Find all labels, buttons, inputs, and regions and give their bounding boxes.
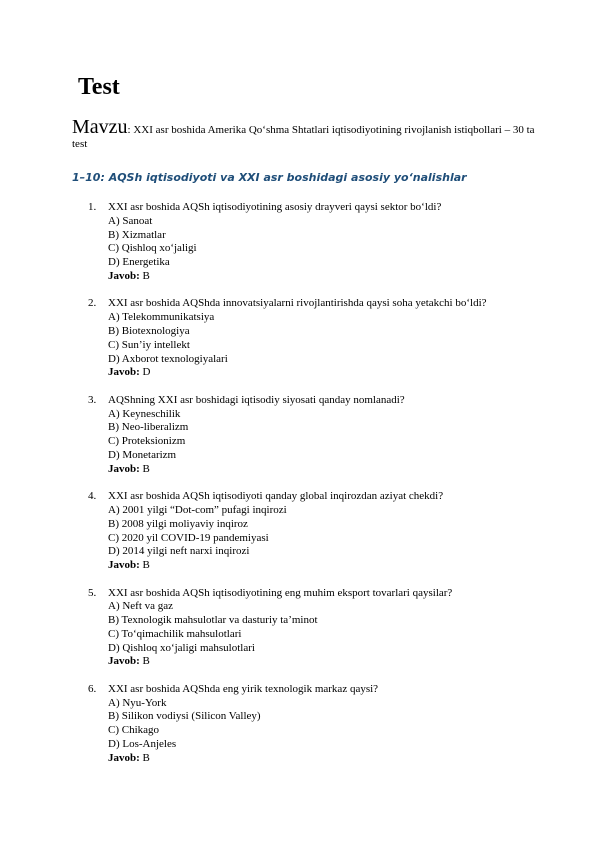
option-a: A) Neft va gaz [108, 600, 174, 613]
topic-separator: : [127, 124, 131, 136]
option-a: A) Keyneschilik [108, 407, 181, 420]
answer-label: Javob: [108, 462, 140, 475]
option-d: D) Los-Anjeles [108, 738, 177, 751]
answer-label: Javob: [108, 559, 140, 572]
answer-value: D [142, 366, 151, 379]
question-item [72, 587, 552, 670]
answer-value: B [142, 655, 150, 668]
option-d: D) 2014 yilgi neft narxi inqirozi [108, 545, 250, 558]
option-a: A) Sanoat [108, 214, 153, 227]
option-a: A) Telekommunikatsiya [108, 311, 215, 324]
answer-label: Javob: [108, 269, 140, 282]
section-heading: 1–10: AQSh iqtisodiyoti va XXI asr boshidagi asosiy yo‘nalishlar [72, 171, 467, 184]
question-item [72, 394, 552, 477]
question-list [72, 201, 552, 779]
option-d: D) Monetarizm [108, 448, 177, 461]
question-text: XXI asr boshida AQShda eng yirik texnologik markaz qaysi? [108, 682, 379, 695]
option-b: B) Silikon vodiysi (Silicon Valley) [108, 710, 261, 723]
answer-value: B [142, 559, 150, 572]
page-title: Test [78, 74, 120, 100]
question-item [72, 201, 552, 284]
topic-paragraph [72, 116, 542, 151]
option-b: B) Biotexnologiya [108, 324, 190, 337]
answer-line [108, 752, 552, 766]
answer-label: Javob: [108, 366, 140, 379]
option-a: A) 2001 yilgi “Dot-com” pufagi inqirozi [108, 503, 287, 516]
answer-label: Javob: [108, 655, 140, 668]
question-item [72, 683, 552, 766]
option-b: B) Neo-liberalizm [108, 421, 189, 434]
question-item [72, 297, 552, 380]
option-c: C) Qishloq xo‘jaligi [108, 242, 197, 255]
option-b: B) 2008 yilgi moliyaviy inqiroz [108, 517, 248, 530]
answer-line [108, 655, 552, 669]
option-a: A) Nyu-York [108, 696, 167, 709]
question-number: 3. [88, 393, 97, 406]
answer-value: B [142, 751, 150, 764]
question-text: XXI asr boshida AQSh iqtisodiyotining asosiy drayveri qaysi sektor bo‘ldi? [108, 201, 442, 213]
answer-line [108, 270, 552, 284]
question-number: 4. [88, 490, 97, 503]
question-text: XXI asr boshida AQShda innovatsiyalarni rivojlantirishda qaysi soha yetakchi bo‘ldi? [108, 297, 487, 310]
question-number: 2. [88, 297, 97, 310]
option-c: C) Chikago [108, 724, 160, 737]
option-c: C) Sun’iy intellekt [108, 338, 190, 351]
option-c: C) 2020 yil COVID-19 pandemiyasi [108, 531, 269, 544]
question-number: 1. [88, 201, 97, 213]
answer-value: B [142, 462, 150, 475]
answer-line [108, 463, 552, 477]
answer-line [108, 366, 552, 380]
option-b: B) Texnologik mahsulotlar va dasturiy ta’minot [108, 614, 318, 627]
option-b: B) Xizmatlar [108, 228, 166, 241]
question-text: XXI asr boshida AQSh iqtisodiyotining eng muhim eksport tovarlari qaysilar? [108, 586, 453, 599]
option-c: C) To‘qimachilik mahsulotlari [108, 627, 242, 640]
option-c: C) Proteksionizm [108, 435, 186, 448]
answer-label: Javob: [108, 751, 140, 764]
option-d: D) Axborot texnologiyalari [108, 352, 228, 365]
question-text: AQShning XXI asr boshidagi iqtisodiy siyosati qanday nomlanadi? [108, 393, 405, 406]
question-text: XXI asr boshida AQSh iqtisodiyoti qanday global inqirozdan aziyat chekdi? [108, 490, 444, 503]
question-number: 5. [88, 586, 97, 599]
option-d: D) Qishloq xo‘jaligi mahsulotlari [108, 641, 255, 654]
option-d: D) Energetika [108, 256, 170, 269]
topic-label: Mavzu [72, 116, 128, 138]
topic-text: XXI asr boshida Amerika Qo‘shma Shtatlari iqtisodiyotining rivojlanish istiqbollari – 30 ta test [72, 124, 535, 150]
answer-value: B [142, 269, 150, 282]
question-item [72, 490, 552, 573]
question-number: 6. [88, 682, 97, 695]
answer-line [108, 559, 552, 573]
